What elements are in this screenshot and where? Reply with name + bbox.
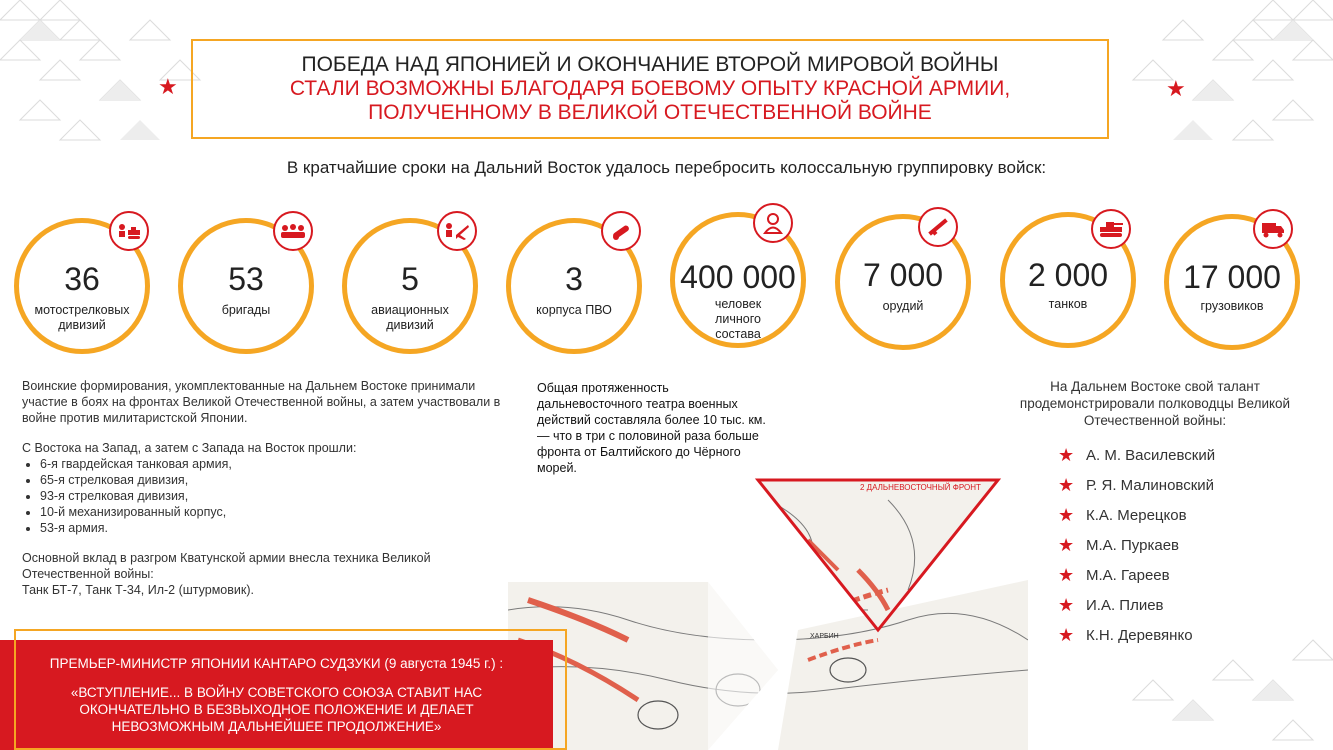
campaign-map	[508, 470, 1028, 750]
title-box	[191, 39, 1109, 139]
stat-value: 53	[228, 261, 264, 297]
list-item: • 53-я армия.	[40, 520, 502, 536]
star-icon-right: ★	[1166, 76, 1186, 101]
title-line-1: ПОБЕДА НАД ЯПОНИЕЙ И ОКОНЧАНИЕ ВТОРОЙ МИРОВОЙ ВОЙНЫ	[301, 53, 999, 76]
stat-label: танков	[1048, 297, 1088, 311]
title-line-2: СТАЛИ ВОЗМОЖНЫ БЛАГОДАРЯ БОЕВОМУ ОПЫТУ КРАСНОЙ АРМИИ,	[289, 77, 1011, 100]
stat-value: 36	[64, 261, 100, 297]
commanders-list	[1058, 440, 1215, 650]
stat-value: 2 000	[1027, 257, 1109, 293]
list-item: • 93-я стрелковая дивизия,	[40, 488, 502, 504]
stat-label: корпуса ПВО	[536, 303, 612, 317]
subtitle: В кратчайшие сроки на Дальний Восток удалось перебросить колоссальную группировку войск:	[286, 158, 1047, 177]
star-icon: ★	[1058, 564, 1075, 585]
stat-value: 3	[565, 261, 583, 297]
commander-name: А. М. Василевский	[1086, 446, 1216, 464]
stat-value: 400 000	[680, 259, 796, 295]
tank-icon	[1091, 209, 1131, 249]
stat-label: человек личного состава	[714, 297, 762, 341]
map-front-label: 2 ДАЛЬНЕВОСТОЧНЫЙ ФРОНТ	[860, 483, 981, 492]
formations-text	[22, 378, 502, 612]
stat-motorized-divisions	[14, 218, 150, 354]
title-line-3: ПОЛУЧЕННОМУ В ВЕЛИКОЙ ОТЕЧЕСТВЕННОЙ ВОЙНЕ	[368, 101, 932, 124]
stat-trucks	[1164, 214, 1300, 350]
commander-name: М.А. Гареев	[1086, 566, 1170, 584]
star-icon: ★	[1058, 594, 1075, 615]
air-defense-icon	[601, 211, 641, 251]
formations-paragraph-1: Воинские формирования, укомплектованные на Дальнем Востоке принимали участие в боях на фронтах Великой Отечественной войны, а затем участвовали в войне против милитаристской Японии.	[22, 379, 501, 425]
theater-length-text: Общая протяженность дальневосточного театра военных действий составляла более 10 тыс. км. — что в три с половиной раза больше фронта от Балтийского до Чёрного морей.	[537, 381, 766, 475]
star-icon: ★	[1058, 444, 1075, 465]
pilot-plane-icon	[437, 211, 477, 251]
stat-label: орудий	[882, 299, 924, 313]
quote-text: «ВСТУПЛЕНИЕ... В ВОЙНУ СОВЕТСКОГО СОЮЗА СТАВИТ НАС ОКОНЧАТЕЛЬНО В БЕЗВЫХОДНОЕ ПОЛОЖЕНИЕ И ДЕЛАЕТ НЕВОЗМОЖНЫМ ДАЛЬНЕЙШЕЕ ПРОДОЛЖЕНИЕ»	[70, 685, 483, 734]
commander-name: Р. Я. Малиновский	[1086, 476, 1215, 494]
troops-icon	[273, 211, 313, 251]
list-item: • 65-я стрелковая дивизия,	[40, 472, 502, 488]
star-icon: ★	[1058, 474, 1075, 495]
quote-frame	[14, 629, 567, 750]
commander-name: К.Н. Деревянко	[1086, 626, 1193, 644]
stat-personnel	[670, 212, 806, 348]
list-item	[1058, 440, 1215, 470]
commander-name: К.А. Мерецков	[1086, 506, 1187, 524]
star-icon-left: ★	[158, 74, 178, 99]
commanders-intro: На Дальнем Востоке свой талант продемонстрировали полководцы Великой Отечественной войны:	[1019, 379, 1291, 428]
stat-value: 7 000	[862, 257, 944, 293]
list-item	[1058, 500, 1215, 530]
list-item	[1058, 470, 1215, 500]
stat-air-defense-corps	[506, 218, 642, 354]
formations-paragraph-2: С Востока на Запад, а затем с Запада на Восток прошли:	[22, 441, 357, 455]
quote-author: ПРЕМЬЕР-МИНИСТР ЯПОНИИ КАНТАРО СУДЗУКИ (9 августа 1945 г.) :	[49, 656, 504, 671]
stat-label: бригады	[221, 303, 271, 317]
rifle-icon	[918, 207, 958, 247]
stat-label: мотострелковых дивизий	[34, 303, 130, 332]
commander-name: М.А. Пуркаев	[1086, 536, 1180, 554]
list-item	[1058, 560, 1215, 590]
stat-brigades	[178, 218, 314, 354]
stat-aviation-divisions	[342, 218, 478, 354]
commander-name: И.А. Плиев	[1086, 596, 1164, 614]
formations-paragraph-4: Танк БТ-7, Танк Т-34, Ил-2 (штурмовик).	[22, 583, 254, 597]
stat-value: 17 000	[1183, 259, 1281, 295]
stat-tanks	[1000, 212, 1136, 348]
stat-label: авиационных дивизий	[371, 303, 449, 332]
soldier-tank-icon	[109, 211, 149, 251]
formations-paragraph-3: Основной вклад в разгром Кватунской армии внесла техника Великой Отечественной войны:	[22, 551, 431, 581]
stat-value: 5	[401, 261, 419, 297]
star-icon: ★	[1058, 534, 1075, 555]
truck-icon	[1253, 209, 1293, 249]
person-icon	[753, 203, 793, 243]
star-icon: ★	[1058, 624, 1075, 645]
triangle-pattern-right	[1073, 0, 1333, 180]
stat-guns	[835, 214, 971, 350]
stat-label: грузовиков	[1200, 299, 1264, 313]
map-city-label: ХАРБИН	[810, 633, 839, 640]
list-item: • 6-я гвардейская танковая армия,	[40, 456, 502, 472]
list-item	[1058, 530, 1215, 560]
list-item: • 10-й механизированный корпус,	[40, 504, 502, 520]
star-icon: ★	[1058, 504, 1075, 525]
units-list	[22, 456, 502, 536]
list-item	[1058, 590, 1215, 620]
list-item	[1058, 620, 1215, 650]
